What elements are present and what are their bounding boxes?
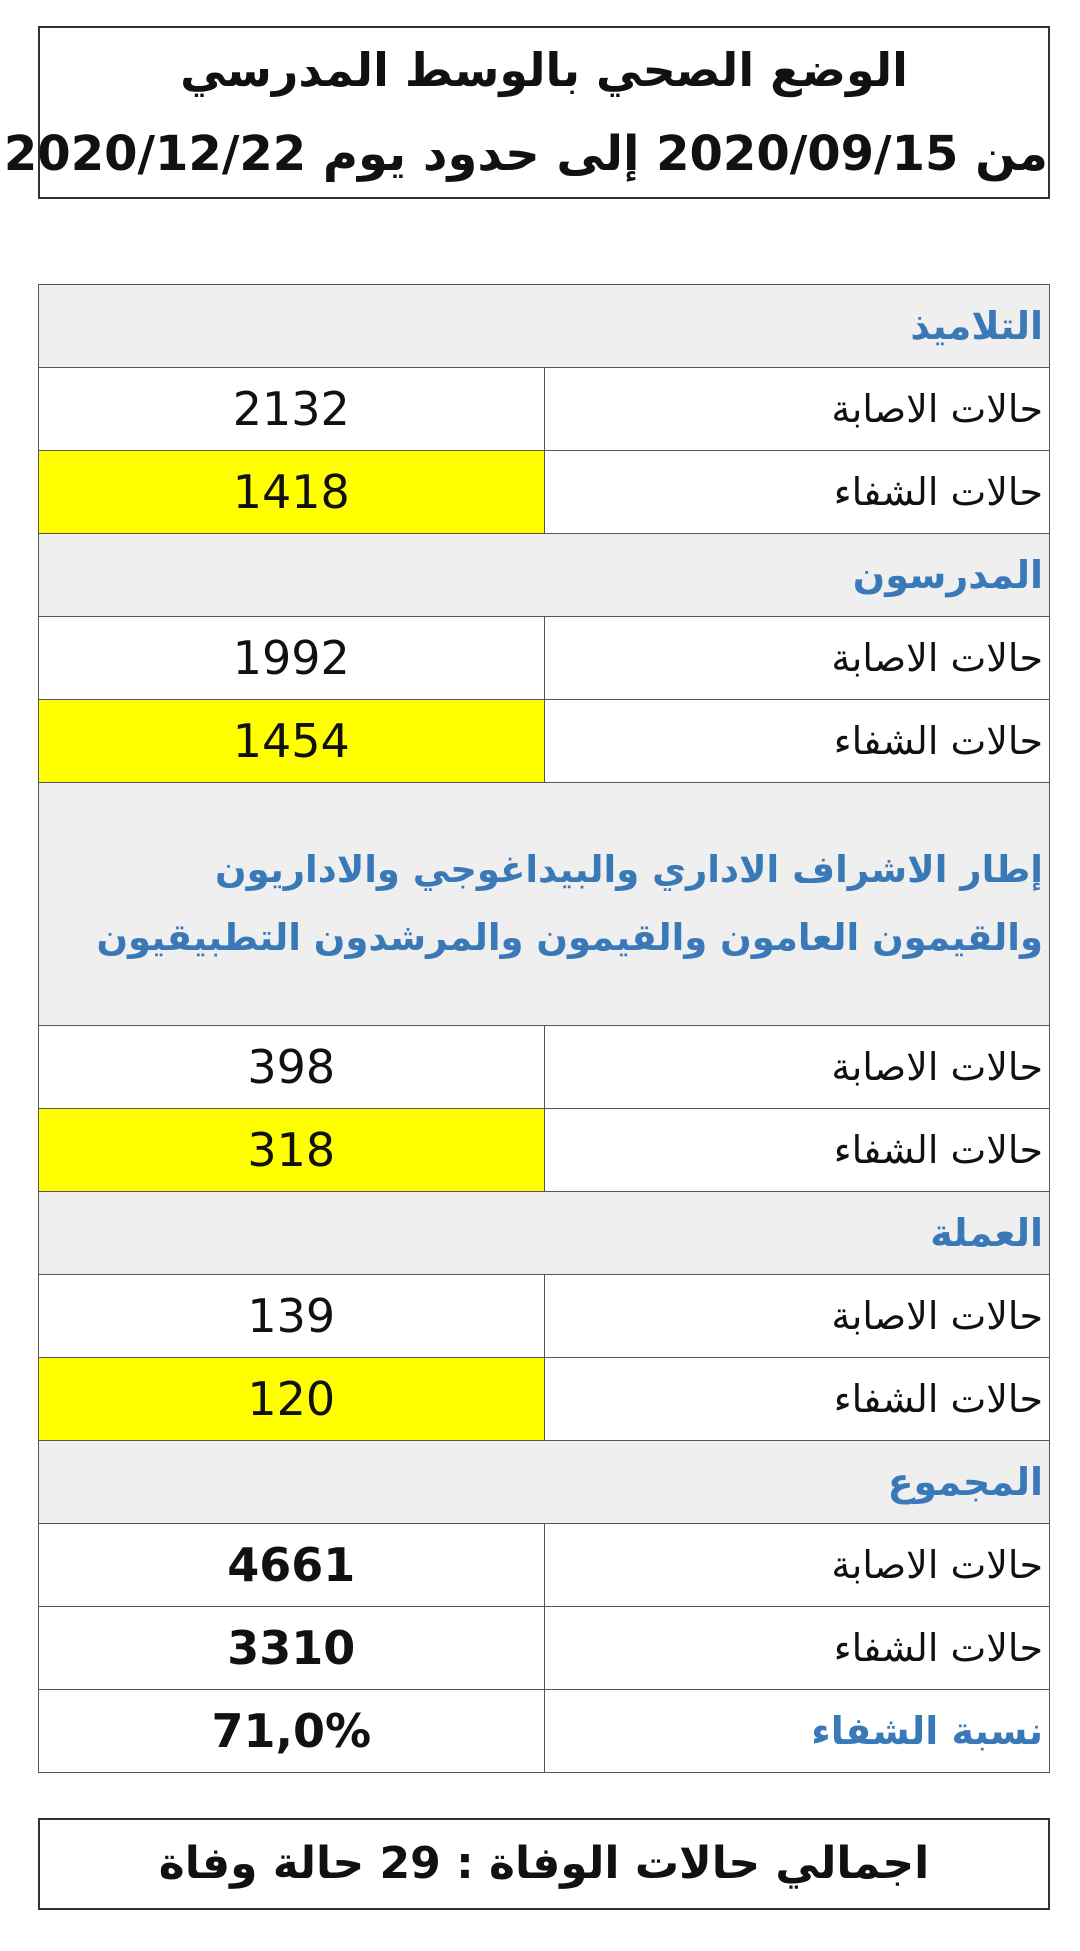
infected-count: 2132 [39,368,545,451]
table-row [39,617,1050,700]
row-label: حالات الاصابة [544,617,1050,700]
table-row [39,1524,1050,1607]
row-label: حالات الشفاء [544,1607,1050,1690]
section-header-pupils [39,285,1050,368]
section-header-total [39,1441,1050,1524]
section-header-staff [39,783,1050,1026]
section-title [39,783,1050,1026]
recovered-count: 120 [39,1358,545,1441]
infected-count: 1992 [39,617,545,700]
recovery-rate-label: نسبة الشفاء [544,1690,1050,1773]
section-title: العملة [39,1192,1050,1275]
date-range: من 2020/09/15 إلى حدود يوم 2020/12/22 [3,126,1048,182]
recovered-count: 1454 [39,700,545,783]
row-label: حالات الشفاء [544,700,1050,783]
recovered-count: 318 [39,1109,545,1192]
table-row [39,368,1050,451]
total-recovered-count: 3310 [39,1607,545,1690]
row-label: حالات الشفاء [544,1358,1050,1441]
recovery-rate-value: 71,0% [39,1690,545,1773]
section-title-line1: إطار الاشراف الاداري والبيداغوجي والاداريون [215,848,1043,891]
table-row [39,1109,1050,1192]
row-label: حالات الاصابة [544,1026,1050,1109]
infected-count: 398 [39,1026,545,1109]
table-row [39,1358,1050,1441]
infected-count: 139 [39,1275,545,1358]
table-row [39,700,1050,783]
total-infected-count: 4661 [39,1524,545,1607]
row-label: حالات الشفاء [544,451,1050,534]
table-row [39,1607,1050,1690]
header-box [3,26,1050,199]
section-title: المجموع [39,1441,1050,1524]
page-title: الوضع الصحي بالوسط المدرسي [180,43,908,97]
stats-table [38,284,1050,1773]
section-title: المدرسون [39,534,1050,617]
table-row [39,1690,1050,1773]
row-label: حالات الاصابة [544,1524,1050,1607]
table-row [39,1275,1050,1358]
section-title-line2: والقيمون العامون والقيمون والمرشدون التطبيقيون [96,916,1043,959]
table-row [39,1026,1050,1109]
recovered-count: 1418 [39,451,545,534]
section-header-teachers [39,534,1050,617]
row-label: حالات الشفاء [544,1109,1050,1192]
section-header-workers [39,1192,1050,1275]
row-label: حالات الاصابة [544,1275,1050,1358]
row-label: حالات الاصابة [544,368,1050,451]
table-row [39,451,1050,534]
section-title: التلاميذ [39,285,1050,368]
deaths-summary: اجمالي حالات الوفاة : 29 حالة وفاة [38,1818,1050,1910]
